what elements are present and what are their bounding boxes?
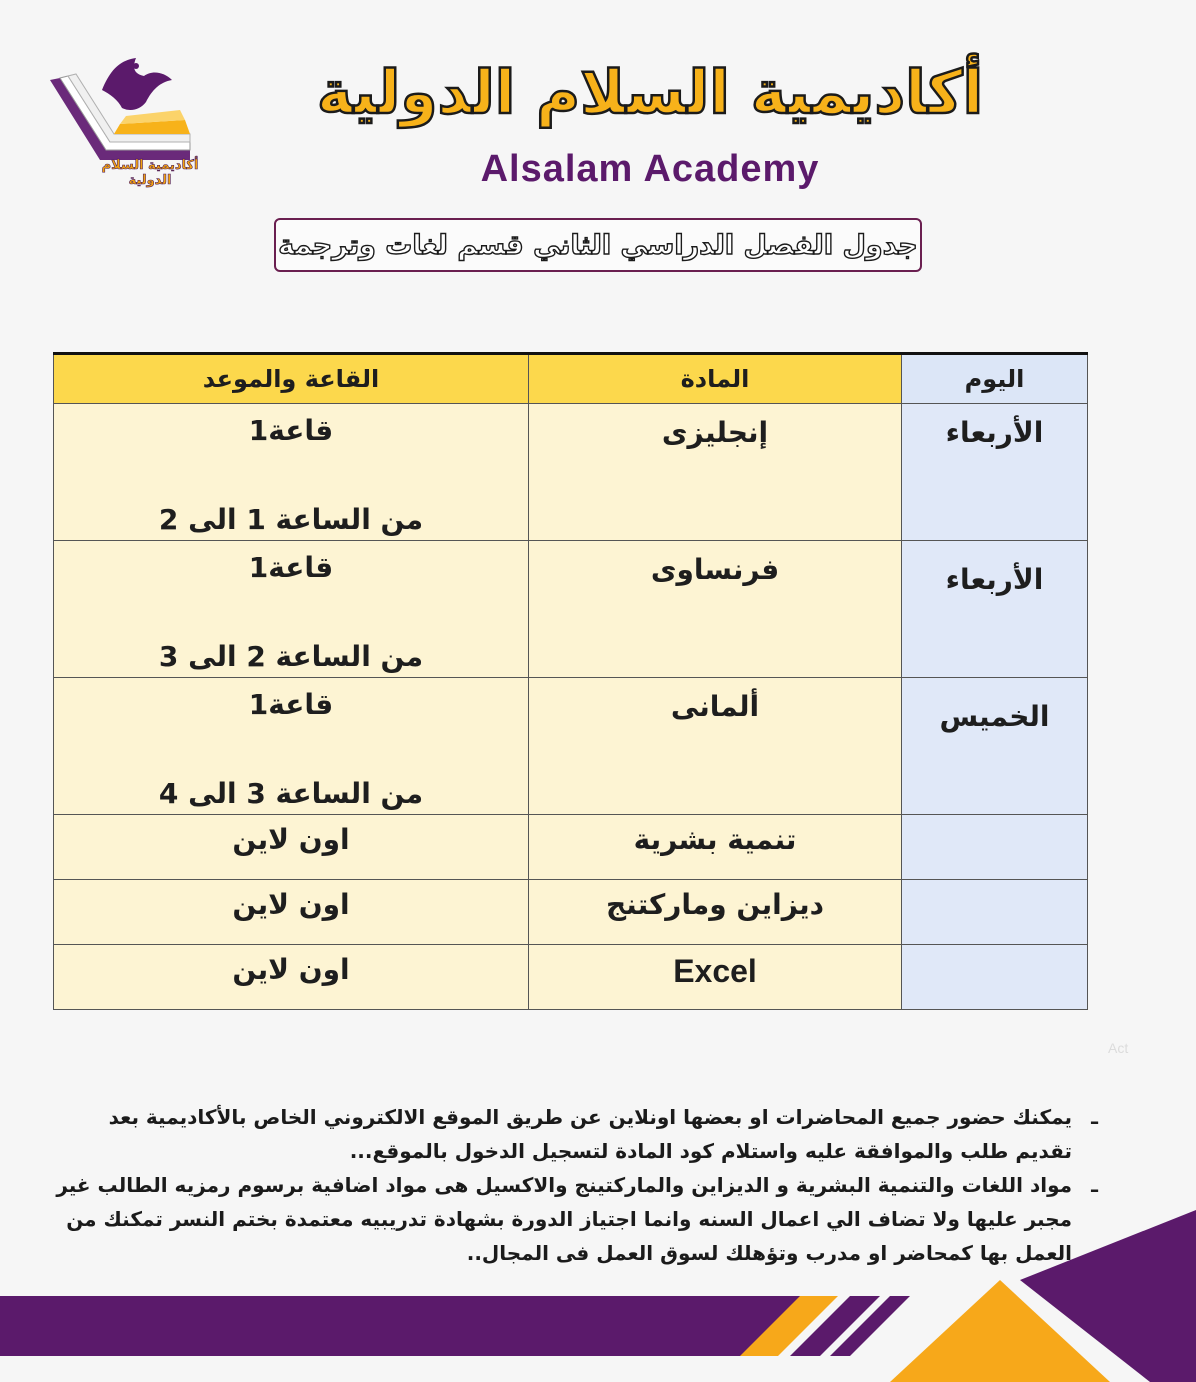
- day-cell: الأربعاء: [902, 404, 1088, 541]
- header-room-time: القاعة والموعد: [54, 354, 529, 404]
- note-item: ـ يمكنك حضور جميع المحاضرات او بعضها اونلاين عن طريق الموقع الالكتروني الخاص بالأكاديمية بعد تقديم طلب والموافقة عليه واستلام كود المادة لتسجيل الدخول بالموقع...: [52, 1100, 1102, 1168]
- subject-cell: تنمية بشرية: [529, 815, 902, 880]
- room-name: قاعة1: [248, 551, 334, 584]
- subject-cell: إنجليزى: [529, 404, 902, 541]
- room-time: من الساعة 2 الى 3: [158, 640, 424, 673]
- page-title-english: Alsalam Academy: [480, 148, 820, 190]
- room-cell: [54, 678, 529, 815]
- room-cell: اون لاين: [54, 880, 529, 945]
- room-cell: اون لاين: [54, 815, 529, 880]
- subject-cell: فرنساوى: [529, 541, 902, 678]
- subtitle-text: جدول الفصل الدراسي الثاني قسم لغات وترجمة: [278, 229, 918, 261]
- subtitle-banner: [274, 218, 922, 272]
- note-item: ـ مواد اللغات والتنمية البشرية و الديزاين والماركتينج والاكسيل هى مواد اضافية برسوم رمزيه الطالب غير مجبر عليها ولا تضاف الي اعمال السنه وانما اجتياز الدورة بشهادة تدريبيه معتمدة بختم النسر تمكنك من العمل بها كمحاضر او مدرب وتؤهلك لسوق العمل فى المجال..: [52, 1168, 1102, 1270]
- day-cell: [902, 880, 1088, 945]
- table-header-row: [54, 354, 1088, 404]
- page-title-arabic: أكاديمية السلام الدولية: [316, 58, 984, 128]
- schedule-table: [53, 352, 1088, 1010]
- room-time: من الساعة 3 الى 4: [158, 777, 424, 810]
- table-row: [54, 880, 1088, 945]
- day-cell: [902, 945, 1088, 1010]
- table-row: [54, 945, 1088, 1010]
- room-time: من الساعة 1 الى 2: [158, 503, 424, 536]
- watermark-text: Act: [1108, 1040, 1129, 1056]
- day-cell: الخميس: [902, 678, 1088, 815]
- table-row: [54, 404, 1088, 541]
- room-cell: [54, 404, 529, 541]
- room-cell: [54, 541, 529, 678]
- table-row: [54, 541, 1088, 678]
- room-name: قاعة1: [248, 414, 334, 447]
- room-cell: اون لاين: [54, 945, 529, 1010]
- subject-cell: ألمانى: [529, 678, 902, 815]
- table-row: [54, 815, 1088, 880]
- footer-decoration: [0, 1180, 1196, 1382]
- logo-caption: أكاديمية السلام الدولية: [101, 158, 199, 188]
- day-cell: [902, 815, 1088, 880]
- room-name: قاعة1: [248, 688, 334, 721]
- table-row: [54, 678, 1088, 815]
- day-cell: الأربعاء: [902, 541, 1088, 678]
- header-subject: المادة: [529, 354, 902, 404]
- subject-cell: Excel: [529, 945, 902, 1010]
- subject-cell: ديزاين وماركتنج: [529, 880, 902, 945]
- header-day: اليوم: [902, 354, 1088, 404]
